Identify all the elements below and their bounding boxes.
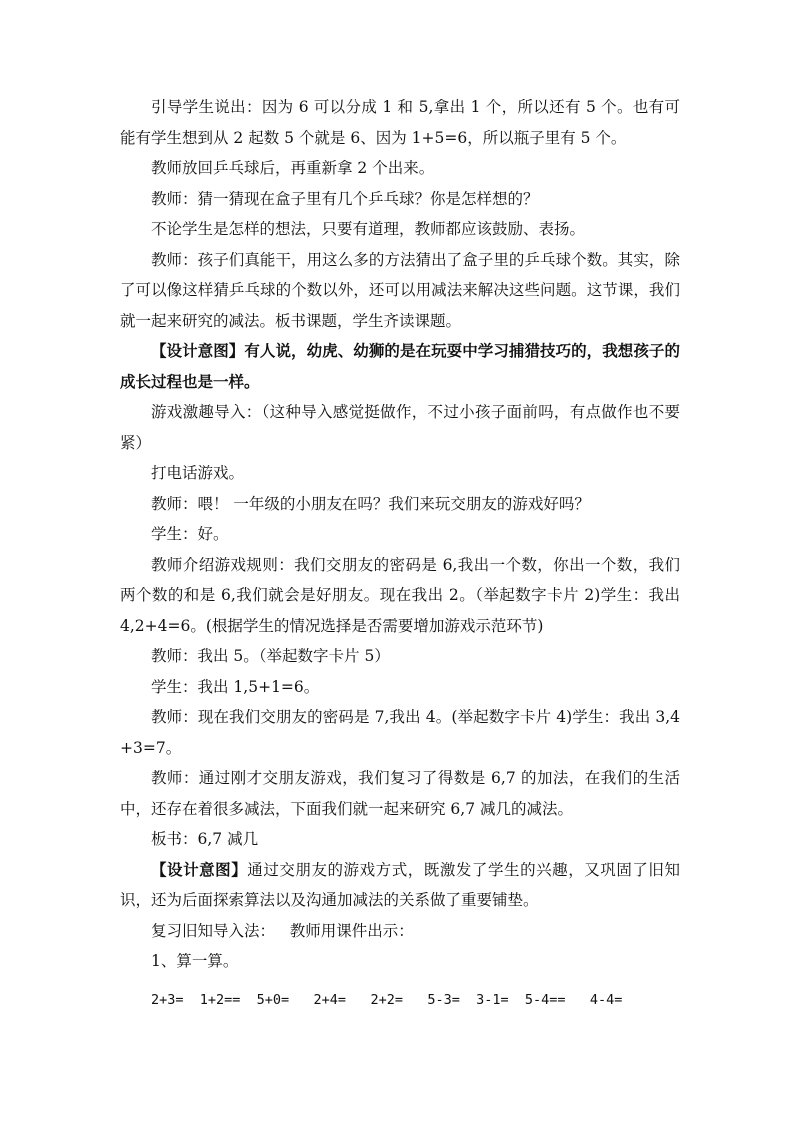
paragraph-student-ok: 学生：好。 <box>151 525 229 543</box>
paragraph-review-method: 复习旧知导入法： 教师用课件出示： <box>151 921 414 940</box>
paragraph-calc-row: 2+3= 1+2== 5+0= 2+4= 2+2= 5-3= 3-1= 5-4== 4-4= <box>151 991 623 1008</box>
paragraph-subtraction-intro: 教师：孩子们真能干，用这么多的方法猜出了盒子里的乒乓球个数。其实，除了可以像这样猜乒乓球的个数以外，还可以用减法来解决这些问题。这节课，我们就一起来研究的减法。板书课题，学生齐读课题。 <box>120 250 680 330</box>
paragraph-password-seven: 教师：现在我们交朋友的密码是 7,我出 4。(举起数字卡片 4)学生：我出 3,4+3=7。 <box>120 708 680 757</box>
paragraph-guide-students: 引导学生说出：因为 6 可以分成 1 和 5,拿出 1 个，所以还有 5 个。也有可能有学生想到从 2 起数 5 个就是 6、因为 1+5=6，所以瓶子里有 5 个。 <box>120 98 680 147</box>
paragraph-review-summary: 教师：通过刚才交朋友游戏，我们复习了得数是 6,7 的加法，在我们的生活中，还存在着很多减法，下面我们就一起来研究 6,7 减几的减法。 <box>120 769 680 818</box>
design-intent-body: 通过交朋友的游戏方式，既激发了学生的兴趣，又巩固了旧知识，还为后面探索算法以及沟通加减法的关系做了重要铺垫。 <box>120 860 680 909</box>
paragraph-teacher-five: 教师：我出 5。（举起数字卡片 5） <box>151 647 390 665</box>
paragraph-guess-question: 教师：猜一猜现在盒子里有几个乒乓球？你是怎样想的？ <box>151 189 539 208</box>
paragraph-encourage: 不论学生是怎样的想法，只要有道理，教师都应该鼓励、表扬。 <box>151 220 586 238</box>
paragraph-teacher-hello: 教师：喂！ 一年级的小朋友在吗？我们来玩交朋友的游戏好吗？ <box>151 494 590 513</box>
paragraph-design-intent-1: 【设计意图】有人说，幼虎、幼狮的是在玩耍中学习捕猎技巧的，我想孩子的成长过程也是一样。 <box>120 341 680 391</box>
paragraph-blackboard: 板书：6,7 减几 <box>151 830 259 848</box>
paragraph-game-intro: 游戏激趣导入：（这种导入感觉挺做作，不过小孩子面前吗，有点做作也不要紧） <box>120 403 680 452</box>
paragraph-phone-game: 打电话游戏。 <box>151 464 245 482</box>
paragraph-design-intent-2 <box>120 855 680 916</box>
document-body <box>120 92 680 1015</box>
paragraph-student-one: 学生：我出 1,5+1=6。 <box>151 677 320 696</box>
paragraph-game-rules: 教师介绍游戏规则：我们交朋友的密码是 6,我出一个数，你出一个数，我们两个数的和是 6,我们就会是好朋友。现在我出 2。（举起数字卡片 2)学生：我出 4,2+4=6。(根据学生的情况选择是否需要增加游戏示范环节) <box>120 555 680 635</box>
design-intent-label: 【设计意图】 <box>151 859 248 879</box>
paragraph-calc-heading: 1、算一算。 <box>151 952 239 970</box>
paragraph-return-balls: 教师放回乒乓球后，再重新拿 2 个出来。 <box>151 159 435 177</box>
